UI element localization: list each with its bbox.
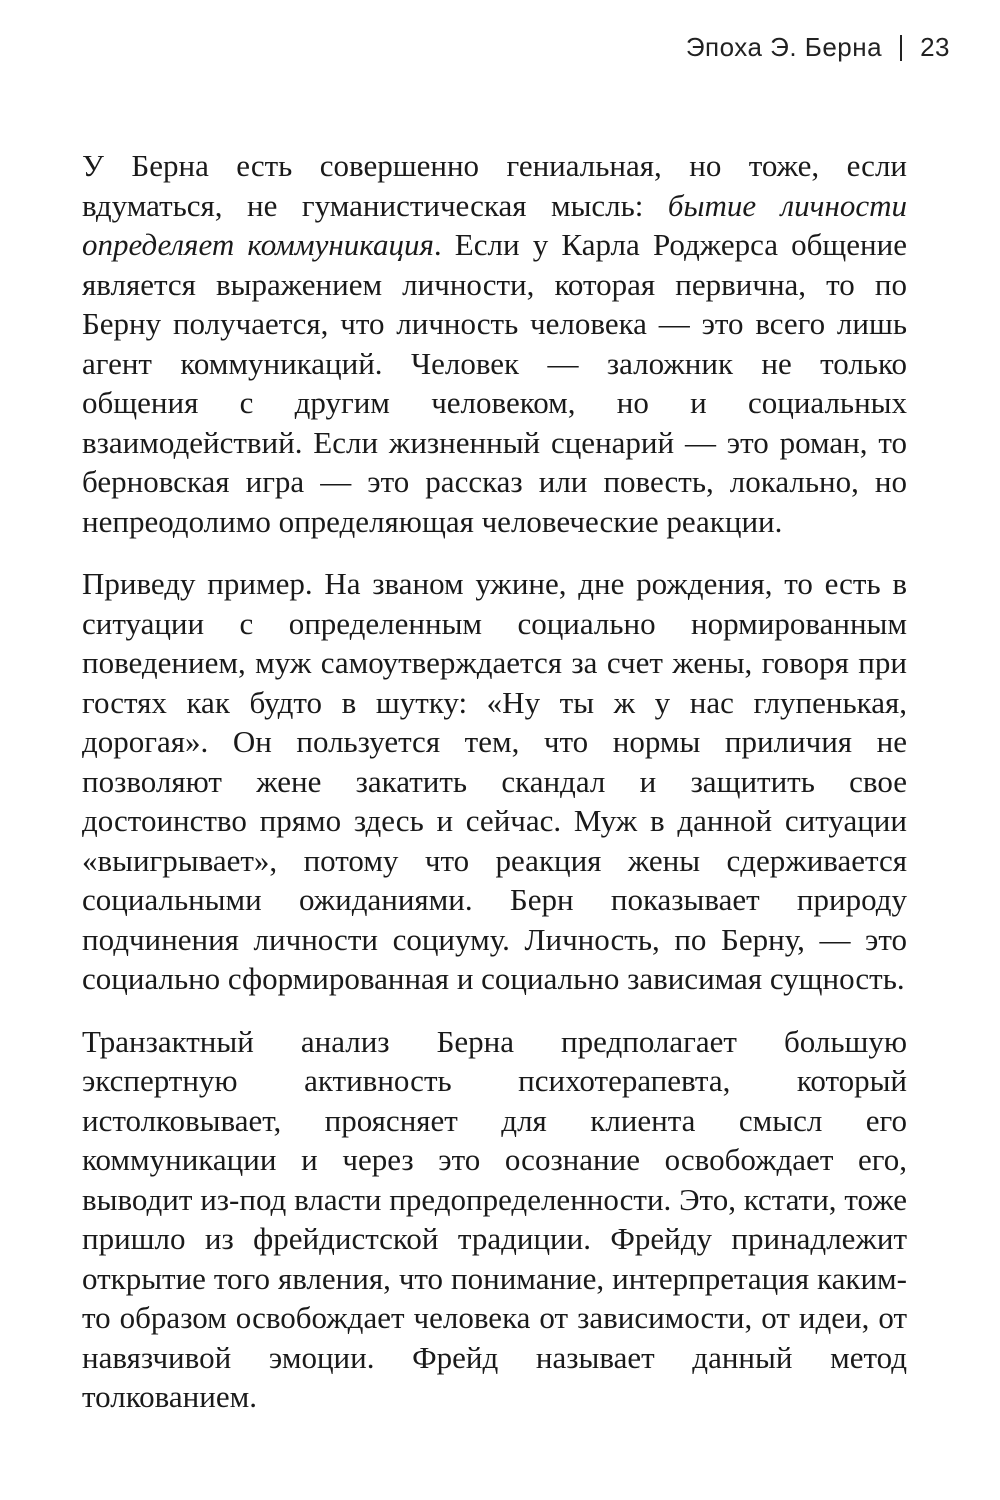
header-divider bbox=[900, 35, 902, 61]
page-number: 23 bbox=[920, 32, 950, 62]
paragraph-1-emphasis: бытие личности определяет коммуникация bbox=[82, 187, 907, 262]
paragraph-3: Транзактный анализ Берна предполагает большую экспертную активность психотерапевта, который истолковывает, проясняет для клиента смысл его коммуникации и через это осознание освобождает его, выводит из-под власти предопределенности. Это, кстати, тоже пришло из фрейдистской традиции. Фрейду принадлежит открытие того явления, что понимание, интерпретация каким-то образом освобождает человека от зависимости, от идеи, от навязчивой эмоции. Фрейд называет данный метод толкованием. bbox=[82, 1023, 907, 1414]
paragraph-1 bbox=[82, 146, 907, 541]
paragraph-1-rest: . Если у Карла Роджерса общение является выражением личности, которая первична, то по Берну получается, что личность человека — это всего лишь агент коммуникаций. Человек — заложник не только общения с другим человеком, но и социальных взаимодействий. Если жизненный сценарий — это роман, то берновская игра — это рассказ или повесть, локально, но непреодолимо определяющая человеческие реакции. bbox=[82, 227, 907, 539]
paragraph-1-intro: У Берна есть совершенно гениальная, но тоже, если вдуматься, не гуманистическая мысль: bbox=[82, 148, 907, 223]
running-header bbox=[686, 32, 950, 63]
paragraph-2: Приведу пример. На званом ужине, дне рождения, то есть в ситуации с определенным социально нормированным поведением, муж самоутверждается за счет жены, говоря при гостях как будто в шутку: «Ну ты ж у нас глупенькая, дорогая». Он пользуется тем, что нормы приличия не позволяют жене закатить скандал и защитить свое достоинство прямо здесь и сейчас. Муж в данной ситуации «выигрывает», потому что реакция жены сдерживается социальными ожиданиями. Берн показывает природу подчинения личности социуму. Личность, по Берну, — это социально сформированная и социально зависимая сущность. bbox=[82, 566, 907, 996]
chapter-title: Эпоха Э. Берна bbox=[685, 32, 883, 62]
body-text bbox=[82, 146, 907, 1417]
